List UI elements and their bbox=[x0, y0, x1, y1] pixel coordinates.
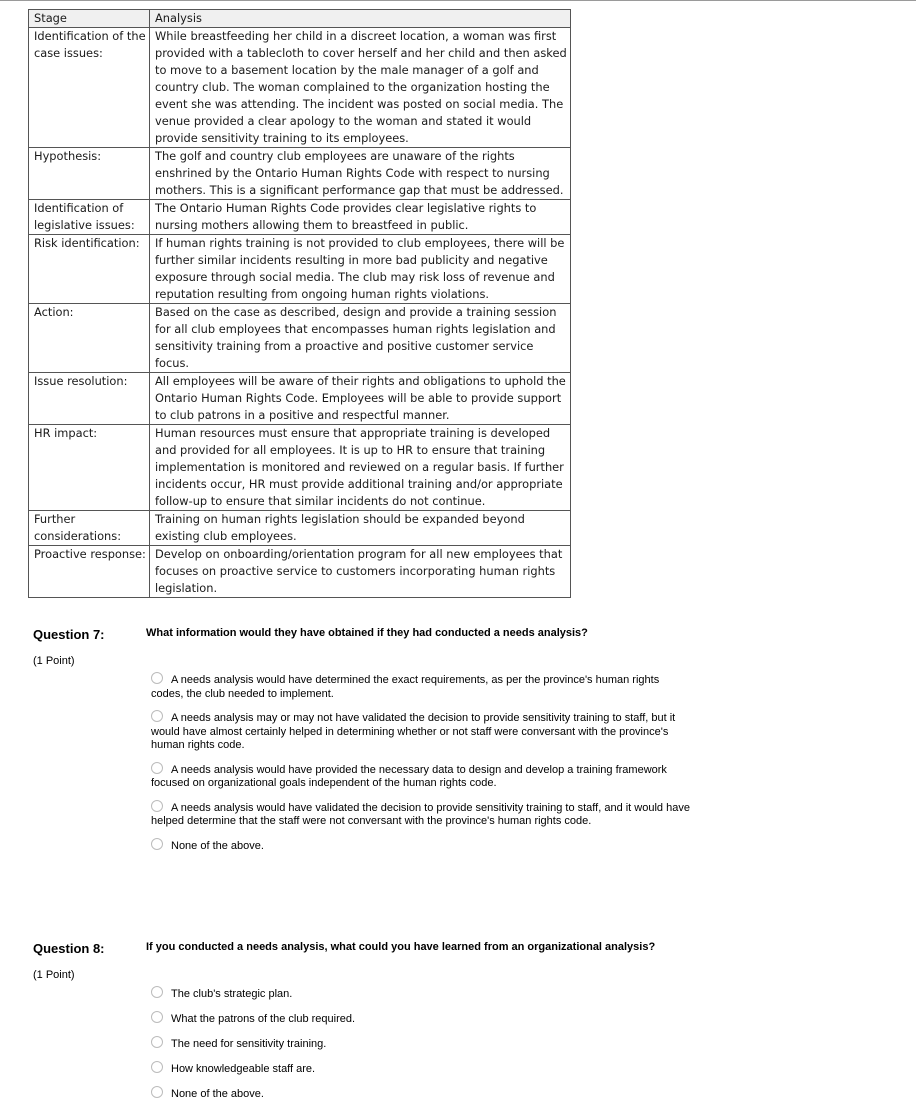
case-analysis-table bbox=[28, 9, 571, 598]
option-label: A needs analysis would have provided the necessary data to design and develop a training framework focused on organizational goals independent of the human rights code. bbox=[151, 763, 667, 789]
top-divider bbox=[0, 0, 916, 1]
answer-option[interactable] bbox=[151, 1061, 691, 1077]
question-8-options bbox=[151, 986, 691, 1111]
stage-cell: Action: bbox=[29, 304, 150, 373]
analysis-cell: While breastfeeding her child in a discreet location, a woman was first provided with a tablecloth to cover herself and her child and then asked to move to a basement location by the male manager of a golf and country club. The woman complained to the organization hosting the event she was attending. The incident was posted on social media. The venue provided a clear apology to the woman and stated it would provide sensitivity training to its employees. bbox=[150, 28, 571, 148]
option-label: A needs analysis may or may not have validated the decision to provide sensitivity training to staff, but it would have almost certainly helped in determining whether or not staff were conversant with the province's human rights code. bbox=[151, 712, 676, 751]
stage-cell: HR impact: bbox=[29, 425, 150, 511]
table-row bbox=[29, 425, 571, 511]
table-row bbox=[29, 148, 571, 200]
analysis-cell: Develop on onboarding/orientation program for all new employees that focuses on proactive service to customers incorporating human rights legislation. bbox=[150, 546, 571, 598]
analysis-cell: If human rights training is not provided to club employees, there will be further similar incidents resulting in more bad publicity and negative exposure through social media. The club may risk loss of revenue and reputation resulting from ongoing human rights violations. bbox=[150, 235, 571, 304]
option-label: The club's strategic plan. bbox=[171, 988, 293, 1000]
answer-option[interactable] bbox=[151, 838, 691, 854]
answer-option[interactable] bbox=[151, 800, 691, 829]
stage-cell: Hypothesis: bbox=[29, 148, 150, 200]
question-8-text: If you conducted a needs analysis, what could you have learned from an organizational analysis? bbox=[146, 941, 656, 953]
stage-cell: Identification of the case issues: bbox=[29, 28, 150, 148]
answer-option[interactable] bbox=[151, 986, 691, 1002]
table-row bbox=[29, 304, 571, 373]
analysis-cell: Training on human rights legislation should be expanded beyond existing club employees. bbox=[150, 511, 571, 546]
option-label: A needs analysis would have validated the decision to provide sensitivity training to staff, and it would have helped determine that the staff were not conversant with the province's human rights code. bbox=[151, 801, 690, 827]
header-analysis: Analysis bbox=[150, 10, 571, 28]
analysis-cell: All employees will be aware of their rights and obligations to uphold the Ontario Human Rights Code. Employees will be able to provide support to club patrons in a positive and respectful manner. bbox=[150, 373, 571, 425]
radio-button[interactable] bbox=[151, 986, 163, 998]
question-8-label: Question 8: bbox=[33, 941, 105, 956]
stage-cell: Issue resolution: bbox=[29, 373, 150, 425]
stage-cell: Identification of legislative issues: bbox=[29, 200, 150, 235]
question-7-points: (1 Point) bbox=[33, 655, 75, 667]
stage-cell: Further considerations: bbox=[29, 511, 150, 546]
option-label: The need for sensitivity training. bbox=[171, 1038, 327, 1050]
header-stage: Stage bbox=[29, 10, 150, 28]
radio-button[interactable] bbox=[151, 1061, 163, 1073]
answer-option[interactable] bbox=[151, 762, 691, 791]
stage-cell: Risk identification: bbox=[29, 235, 150, 304]
table-row bbox=[29, 373, 571, 425]
option-label: How knowledgeable staff are. bbox=[171, 1063, 316, 1075]
option-label: A needs analysis would have determined the exact requirements, as per the province's human rights codes, the club needed to implement. bbox=[151, 674, 660, 700]
table-row bbox=[29, 28, 571, 148]
answer-option[interactable] bbox=[151, 710, 691, 753]
radio-button[interactable] bbox=[151, 1011, 163, 1023]
radio-button[interactable] bbox=[151, 1036, 163, 1048]
analysis-cell: The golf and country club employees are unaware of the rights enshrined by the Ontario Human Rights Code with respect to nursing mothers. This is a significant performance gap that must be addressed. bbox=[150, 148, 571, 200]
answer-option[interactable] bbox=[151, 1086, 691, 1102]
option-label: What the patrons of the club required. bbox=[171, 1013, 356, 1025]
answer-option[interactable] bbox=[151, 672, 691, 701]
stage-cell: Proactive response: bbox=[29, 546, 150, 598]
answer-option[interactable] bbox=[151, 1011, 691, 1027]
table-row bbox=[29, 511, 571, 546]
question-7-label: Question 7: bbox=[33, 627, 105, 642]
radio-button[interactable] bbox=[151, 1086, 163, 1098]
table-header-row bbox=[29, 10, 571, 28]
radio-button[interactable] bbox=[151, 762, 163, 774]
analysis-cell: The Ontario Human Rights Code provides clear legislative rights to nursing mothers allowing them to breastfeed in public. bbox=[150, 200, 571, 235]
question-8-points: (1 Point) bbox=[33, 969, 75, 981]
option-label: None of the above. bbox=[171, 839, 264, 852]
analysis-cell: Human resources must ensure that appropriate training is developed and provided for all employees. It is up to HR to ensure that training implementation is monitored and reviewed on a regular basis. If further incidents occur, HR must provide additional training and/or appropriate follow-up to ensure that similar incidents do not continue. bbox=[150, 425, 571, 511]
radio-button[interactable] bbox=[151, 800, 163, 812]
answer-option[interactable] bbox=[151, 1036, 691, 1052]
question-7-options bbox=[151, 672, 691, 862]
option-label: None of the above. bbox=[171, 1088, 264, 1100]
table-row bbox=[29, 235, 571, 304]
radio-button[interactable] bbox=[151, 672, 163, 684]
table-row bbox=[29, 200, 571, 235]
radio-button[interactable] bbox=[151, 710, 163, 722]
question-7-text: What information would they have obtained if they had conducted a needs analysis? bbox=[146, 627, 588, 639]
radio-button[interactable] bbox=[151, 838, 163, 850]
analysis-cell: Based on the case as described, design and provide a training session for all club employees that encompasses human rights legislation and sensitivity training from a proactive and positive customer service focus. bbox=[150, 304, 571, 373]
table-row bbox=[29, 546, 571, 598]
